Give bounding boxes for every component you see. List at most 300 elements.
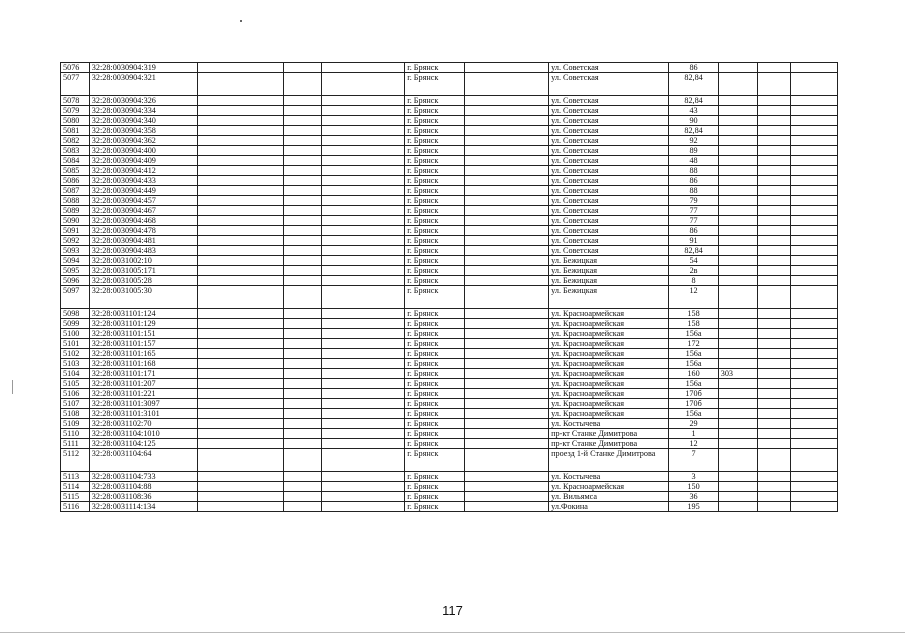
row-number-cell: 5105 (61, 379, 90, 389)
empty-cell (790, 216, 837, 226)
scan-speck (240, 20, 242, 22)
empty-cell (790, 389, 837, 399)
empty-cell (757, 196, 790, 206)
table-row (61, 156, 838, 166)
city-cell: г. Брянск (405, 439, 465, 449)
empty-cell (284, 449, 322, 472)
empty-cell (197, 482, 283, 492)
house-number-cell: 156а (669, 359, 718, 369)
empty-cell (322, 156, 405, 166)
empty-cell (790, 409, 837, 419)
empty-cell (284, 472, 322, 482)
cadastral-number-cell: 32:28:0031114:134 (89, 502, 197, 512)
table-row (61, 246, 838, 256)
empty-cell (197, 399, 283, 409)
row-number-cell: 5114 (61, 482, 90, 492)
cadastral-number-cell: 32:28:0030904:483 (89, 246, 197, 256)
city-cell: г. Брянск (405, 216, 465, 226)
row-number-cell: 5094 (61, 256, 90, 266)
empty-cell (790, 286, 837, 309)
empty-cell (757, 216, 790, 226)
empty-cell (284, 429, 322, 439)
apartment-cell (718, 409, 757, 419)
empty-cell (757, 73, 790, 96)
street-cell: ул. Костычева (549, 472, 669, 482)
cadastral-number-cell: 32:28:0031101:151 (89, 329, 197, 339)
table-row (61, 236, 838, 246)
empty-cell (757, 266, 790, 276)
row-number-cell: 5110 (61, 429, 90, 439)
city-cell: г. Брянск (405, 206, 465, 216)
empty-cell (322, 492, 405, 502)
empty-cell (757, 116, 790, 126)
house-number-cell: 48 (669, 156, 718, 166)
empty-cell (464, 106, 548, 116)
empty-cell (790, 359, 837, 369)
street-cell: ул. Красноармейская (549, 369, 669, 379)
apartment-cell (718, 226, 757, 236)
table-row (61, 216, 838, 226)
empty-cell (322, 449, 405, 472)
house-number-cell: 12 (669, 286, 718, 309)
table-row (61, 449, 838, 472)
street-cell: ул. Советская (549, 73, 669, 96)
street-cell: ул. Советская (549, 63, 669, 73)
empty-cell (322, 399, 405, 409)
empty-cell (197, 339, 283, 349)
street-cell: ул. Советская (549, 226, 669, 236)
row-number-cell: 5113 (61, 472, 90, 482)
empty-cell (197, 309, 283, 319)
empty-cell (464, 399, 548, 409)
row-number-cell: 5093 (61, 246, 90, 256)
city-cell: г. Брянск (405, 176, 465, 186)
empty-cell (197, 349, 283, 359)
empty-cell (322, 176, 405, 186)
apartment-cell (718, 439, 757, 449)
empty-cell (757, 96, 790, 106)
cadastral-number-cell: 32:28:0031104:733 (89, 472, 197, 482)
empty-cell (284, 319, 322, 329)
empty-cell (197, 206, 283, 216)
table-row (61, 349, 838, 359)
empty-cell (322, 472, 405, 482)
cadastral-number-cell: 32:28:0030904:457 (89, 196, 197, 206)
cadastral-number-cell: 32:28:0030904:326 (89, 96, 197, 106)
empty-cell (757, 146, 790, 156)
apartment-cell (718, 286, 757, 309)
empty-cell (790, 309, 837, 319)
page-bottom-edge (0, 632, 905, 633)
cadastral-number-cell: 32:28:0031005:171 (89, 266, 197, 276)
house-number-cell: 77 (669, 206, 718, 216)
empty-cell (284, 266, 322, 276)
cadastral-number-cell: 32:28:0031104:125 (89, 439, 197, 449)
empty-cell (284, 116, 322, 126)
empty-cell (790, 492, 837, 502)
empty-cell (757, 419, 790, 429)
empty-cell (464, 359, 548, 369)
empty-cell (197, 439, 283, 449)
empty-cell (790, 339, 837, 349)
apartment-cell (718, 399, 757, 409)
empty-cell (284, 349, 322, 359)
street-cell: ул.Фокина (549, 502, 669, 512)
row-number-cell: 5092 (61, 236, 90, 246)
empty-cell (284, 482, 322, 492)
empty-cell (197, 226, 283, 236)
table-row (61, 286, 838, 309)
empty-cell (790, 116, 837, 126)
empty-cell (197, 266, 283, 276)
row-number-cell: 5084 (61, 156, 90, 166)
empty-cell (284, 329, 322, 339)
empty-cell (757, 359, 790, 369)
house-number-cell: 90 (669, 116, 718, 126)
house-number-cell: 172 (669, 339, 718, 349)
cadastral-number-cell: 32:28:0030904:468 (89, 216, 197, 226)
row-number-cell: 5102 (61, 349, 90, 359)
scan-speck (12, 380, 13, 394)
cadastral-number-cell: 32:28:0031101:207 (89, 379, 197, 389)
empty-cell (464, 73, 548, 96)
empty-cell (322, 236, 405, 246)
table-row (61, 492, 838, 502)
empty-cell (284, 286, 322, 309)
empty-cell (322, 389, 405, 399)
empty-cell (197, 319, 283, 329)
row-number-cell: 5090 (61, 216, 90, 226)
empty-cell (464, 429, 548, 439)
city-cell: г. Брянск (405, 409, 465, 419)
street-cell: ул. Красноармейская (549, 349, 669, 359)
house-number-cell: 89 (669, 146, 718, 156)
city-cell: г. Брянск (405, 196, 465, 206)
street-cell: ул. Красноармейская (549, 319, 669, 329)
house-number-cell: 158 (669, 309, 718, 319)
empty-cell (322, 319, 405, 329)
house-number-cell: 91 (669, 236, 718, 246)
apartment-cell (718, 309, 757, 319)
empty-cell (790, 439, 837, 449)
empty-cell (322, 216, 405, 226)
apartment-cell (718, 502, 757, 512)
empty-cell (464, 246, 548, 256)
street-cell: ул. Советская (549, 246, 669, 256)
empty-cell (284, 389, 322, 399)
city-cell: г. Брянск (405, 246, 465, 256)
house-number-cell: 88 (669, 166, 718, 176)
empty-cell (790, 429, 837, 439)
house-number-cell: 88 (669, 186, 718, 196)
empty-cell (790, 502, 837, 512)
city-cell: г. Брянск (405, 349, 465, 359)
empty-cell (197, 73, 283, 96)
street-cell: ул. Красноармейская (549, 389, 669, 399)
empty-cell (284, 492, 322, 502)
empty-cell (790, 106, 837, 116)
city-cell: г. Брянск (405, 389, 465, 399)
row-number-cell: 5091 (61, 226, 90, 236)
table-row (61, 389, 838, 399)
house-number-cell: 54 (669, 256, 718, 266)
house-number-cell: 82,84 (669, 73, 718, 96)
street-cell: пр-кт Станке Димитрова (549, 429, 669, 439)
street-cell: ул. Красноармейская (549, 359, 669, 369)
empty-cell (790, 449, 837, 472)
city-cell: г. Брянск (405, 63, 465, 73)
cadastral-number-cell: 32:28:0030904:358 (89, 126, 197, 136)
empty-cell (790, 419, 837, 429)
empty-cell (757, 409, 790, 419)
empty-cell (757, 379, 790, 389)
empty-cell (464, 369, 548, 379)
row-number-cell: 5096 (61, 276, 90, 286)
street-cell: ул. Красноармейская (549, 309, 669, 319)
street-cell: ул. Красноармейская (549, 409, 669, 419)
empty-cell (790, 482, 837, 492)
empty-cell (790, 226, 837, 236)
empty-cell (197, 472, 283, 482)
empty-cell (757, 176, 790, 186)
empty-cell (197, 126, 283, 136)
empty-cell (464, 216, 548, 226)
empty-cell (790, 196, 837, 206)
apartment-cell (718, 359, 757, 369)
street-cell: ул. Советская (549, 136, 669, 146)
row-number-cell: 5095 (61, 266, 90, 276)
empty-cell (464, 276, 548, 286)
empty-cell (197, 236, 283, 246)
table-row (61, 319, 838, 329)
street-cell: ул. Красноармейская (549, 399, 669, 409)
table-row (61, 73, 838, 96)
table-row (61, 429, 838, 439)
empty-cell (757, 472, 790, 482)
empty-cell (790, 186, 837, 196)
empty-cell (284, 399, 322, 409)
empty-cell (322, 226, 405, 236)
empty-cell (757, 389, 790, 399)
street-cell: ул. Советская (549, 196, 669, 206)
house-number-cell: 195 (669, 502, 718, 512)
apartment-cell (718, 146, 757, 156)
empty-cell (790, 256, 837, 266)
house-number-cell: 86 (669, 226, 718, 236)
empty-cell (757, 339, 790, 349)
table-row (61, 379, 838, 389)
empty-cell (322, 439, 405, 449)
city-cell: г. Брянск (405, 449, 465, 472)
house-number-cell: 36 (669, 492, 718, 502)
city-cell: г. Брянск (405, 379, 465, 389)
empty-cell (790, 329, 837, 339)
city-cell: г. Брянск (405, 186, 465, 196)
house-number-cell: 1 (669, 429, 718, 439)
table-row (61, 186, 838, 196)
empty-cell (757, 166, 790, 176)
apartment-cell (718, 389, 757, 399)
empty-cell (197, 389, 283, 399)
house-number-cell: 156а (669, 409, 718, 419)
empty-cell (322, 166, 405, 176)
house-number-cell: 43 (669, 106, 718, 116)
empty-cell (464, 126, 548, 136)
cadastral-number-cell: 32:28:0031101:157 (89, 339, 197, 349)
empty-cell (790, 136, 837, 146)
empty-cell (464, 502, 548, 512)
cadastral-number-cell: 32:28:0031101:3097 (89, 399, 197, 409)
empty-cell (197, 96, 283, 106)
apartment-cell (718, 186, 757, 196)
empty-cell (322, 256, 405, 266)
street-cell: ул. Советская (549, 166, 669, 176)
empty-cell (464, 266, 548, 276)
table-row (61, 266, 838, 276)
apartment-cell (718, 472, 757, 482)
empty-cell (757, 206, 790, 216)
table-row (61, 439, 838, 449)
empty-cell (464, 236, 548, 246)
empty-cell (464, 419, 548, 429)
street-cell: ул. Советская (549, 116, 669, 126)
street-cell: ул. Советская (549, 146, 669, 156)
empty-cell (790, 96, 837, 106)
street-cell: ул. Красноармейская (549, 329, 669, 339)
row-number-cell: 5112 (61, 449, 90, 472)
empty-cell (757, 502, 790, 512)
empty-cell (284, 502, 322, 512)
cadastral-number-cell: 32:28:0031108:36 (89, 492, 197, 502)
empty-cell (284, 146, 322, 156)
table-row (61, 276, 838, 286)
house-number-cell: 3 (669, 472, 718, 482)
empty-cell (197, 429, 283, 439)
empty-cell (322, 136, 405, 146)
apartment-cell (718, 126, 757, 136)
empty-cell (322, 63, 405, 73)
empty-cell (284, 136, 322, 146)
city-cell: г. Брянск (405, 419, 465, 429)
empty-cell (790, 319, 837, 329)
empty-cell (322, 276, 405, 286)
cadastral-number-cell: 32:28:0030904:467 (89, 206, 197, 216)
empty-cell (757, 399, 790, 409)
table-row (61, 482, 838, 492)
house-number-cell: 8 (669, 276, 718, 286)
empty-cell (197, 116, 283, 126)
row-number-cell: 5109 (61, 419, 90, 429)
cadastral-number-cell: 32:28:0031104:1010 (89, 429, 197, 439)
apartment-cell (718, 419, 757, 429)
empty-cell (790, 63, 837, 73)
page-number: 117 (442, 603, 463, 618)
table-row (61, 196, 838, 206)
empty-cell (197, 63, 283, 73)
street-cell: ул. Красноармейская (549, 379, 669, 389)
empty-cell (464, 166, 548, 176)
table-row (61, 206, 838, 216)
empty-cell (757, 369, 790, 379)
empty-cell (464, 256, 548, 266)
empty-cell (284, 276, 322, 286)
table-row (61, 339, 838, 349)
row-number-cell: 5085 (61, 166, 90, 176)
city-cell: г. Брянск (405, 116, 465, 126)
city-cell: г. Брянск (405, 319, 465, 329)
cadastral-number-cell: 32:28:0030904:334 (89, 106, 197, 116)
apartment-cell (718, 176, 757, 186)
city-cell: г. Брянск (405, 502, 465, 512)
table-row (61, 126, 838, 136)
street-cell: ул. Бежицкая (549, 276, 669, 286)
street-cell: ул. Советская (549, 236, 669, 246)
empty-cell (464, 226, 548, 236)
cadastral-number-cell: 32:28:0031102:70 (89, 419, 197, 429)
house-number-cell: 2в (669, 266, 718, 276)
empty-cell (197, 196, 283, 206)
empty-cell (464, 409, 548, 419)
street-cell: ул. Красноармейская (549, 339, 669, 349)
empty-cell (757, 439, 790, 449)
street-cell: проезд 1-й Станке Димитрова (549, 449, 669, 472)
empty-cell (284, 309, 322, 319)
empty-cell (757, 349, 790, 359)
empty-cell (322, 106, 405, 116)
apartment-cell (718, 246, 757, 256)
city-cell: г. Брянск (405, 106, 465, 116)
city-cell: г. Брянск (405, 472, 465, 482)
empty-cell (284, 166, 322, 176)
empty-cell (322, 482, 405, 492)
empty-cell (284, 196, 322, 206)
empty-cell (322, 186, 405, 196)
empty-cell (322, 349, 405, 359)
house-number-cell: 160 (669, 369, 718, 379)
apartment-cell (718, 116, 757, 126)
empty-cell (322, 419, 405, 429)
cadastral-number-cell: 32:28:0030904:478 (89, 226, 197, 236)
empty-cell (197, 216, 283, 226)
empty-cell (322, 246, 405, 256)
empty-cell (464, 449, 548, 472)
empty-cell (322, 502, 405, 512)
house-number-cell: 92 (669, 136, 718, 146)
empty-cell (757, 329, 790, 339)
empty-cell (757, 492, 790, 502)
row-number-cell: 5080 (61, 116, 90, 126)
empty-cell (790, 266, 837, 276)
registry-body (61, 63, 838, 512)
empty-cell (197, 369, 283, 379)
apartment-cell (718, 63, 757, 73)
apartment-cell (718, 216, 757, 226)
empty-cell (284, 409, 322, 419)
house-number-cell: 156а (669, 379, 718, 389)
empty-cell (197, 492, 283, 502)
table-row (61, 176, 838, 186)
empty-cell (790, 379, 837, 389)
cadastral-number-cell: 32:28:0031101:221 (89, 389, 197, 399)
table-row (61, 63, 838, 73)
empty-cell (284, 216, 322, 226)
empty-cell (464, 206, 548, 216)
apartment-cell (718, 96, 757, 106)
cadastral-number-cell: 32:28:0031005:28 (89, 276, 197, 286)
empty-cell (197, 379, 283, 389)
empty-cell (757, 126, 790, 136)
row-number-cell: 5077 (61, 73, 90, 96)
